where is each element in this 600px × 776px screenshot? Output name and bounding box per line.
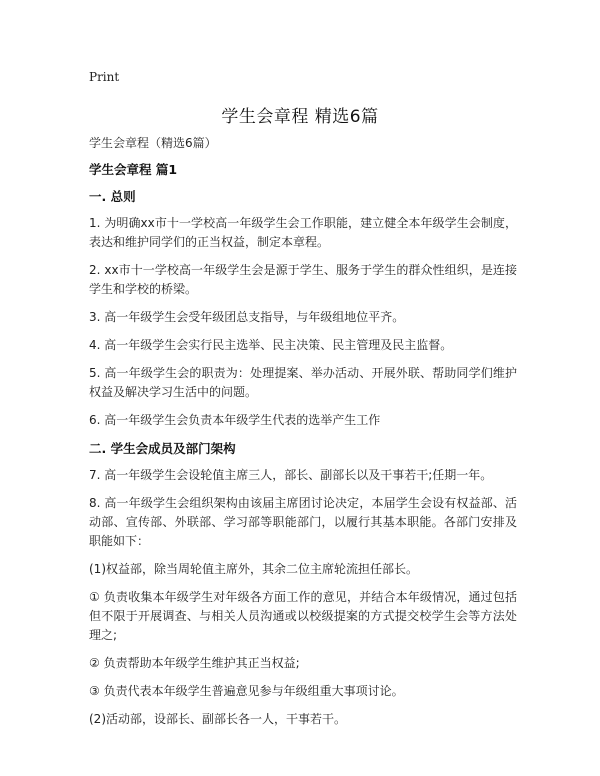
- paragraph: 1. 为明确xx市十一学校高一年级学生会工作职能，建立健全本年级学生会制度，表达和维护同学们的正当权益，制定本章程。: [89, 216, 517, 249]
- paragraph: ③ 负责代表本年级学生普遍意见参与年级组重大事项讨论。: [89, 684, 404, 698]
- paragraph: (1)权益部，除当周轮值主席外，其余二位主席轮流担任部长。: [89, 562, 419, 576]
- section-heading: 学生会章程 篇1: [89, 162, 178, 177]
- document-body: [89, 134, 517, 738]
- paragraph: 2. xx市十一学校高一年级学生会是源于学生、服务于学生的群众性组织，是连接学生和学校的桥梁。: [89, 263, 517, 296]
- print-label[interactable]: Print: [89, 70, 120, 84]
- chapter1-heading: 一. 总则: [89, 189, 136, 204]
- paragraph: ② 负责帮助本年级学生维护其正当权益;: [89, 656, 300, 670]
- paragraph: ① 负责收集本年级学生对年级各方面工作的意见，并结合本年级情况，通过包括但不限于开展调查、与相关人员沟通或以校级提案的方式提交校学生会等方法处理之;: [89, 590, 517, 642]
- paragraph: 5. 高一年级学生会的职责为：处理提案、举办活动、开展外联、帮助同学们维护权益及解决学习生活中的问题。: [89, 366, 517, 399]
- paragraph: 4. 高一年级学生会实行民主选举、民主决策、民主管理及民主监督。: [89, 338, 453, 352]
- page-title: 学生会章程 精选6篇: [221, 107, 379, 127]
- paragraph: (2)活动部，设部长、副部长各一人，干事若干。: [89, 712, 346, 726]
- chapter2-heading: 二. 学生会成员及部门架构: [89, 441, 236, 456]
- paragraph: 3. 高一年级学生会受年级团总支指导，与年级组地位平齐。: [89, 310, 405, 324]
- paragraph: 6. 高一年级学生会负责本年级学生代表的选举产生工作: [89, 413, 381, 427]
- document-subtitle: 学生会章程（精选6篇）: [89, 136, 217, 150]
- paragraph: 8. 高一年级学生会组织架构由该届主席团讨论决定，本届学生会设有权益部、活动部、宣传部、外联部、学习部等职能部门，以履行其基本职能。各部门安排及职能如下：: [89, 496, 517, 548]
- paragraph: 7. 高一年级学生会设轮值主席三人，部长、副部长以及干事若干;任期一年。: [89, 468, 493, 482]
